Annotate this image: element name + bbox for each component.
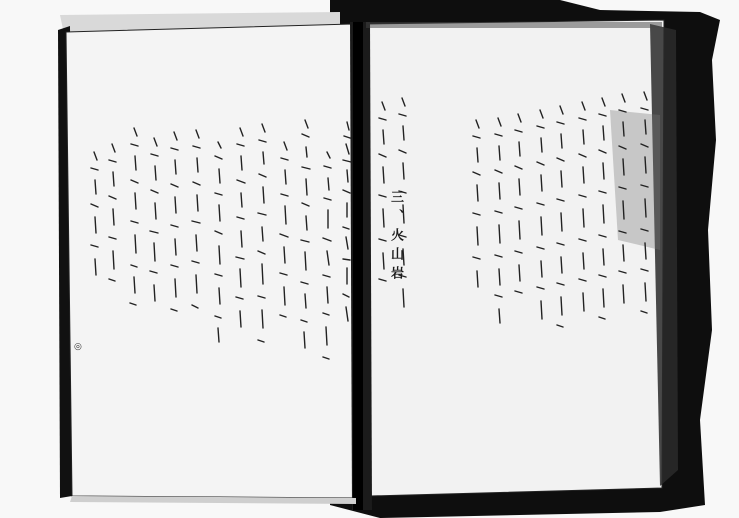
left-page-handwriting — [72, 32, 362, 492]
left-page-text — [72, 32, 362, 492]
section-heading: 三、火山岩 — [388, 190, 403, 285]
right-page-text — [372, 22, 662, 487]
right-page-handwriting — [372, 22, 662, 487]
margin-mark: ◎ — [74, 342, 82, 352]
